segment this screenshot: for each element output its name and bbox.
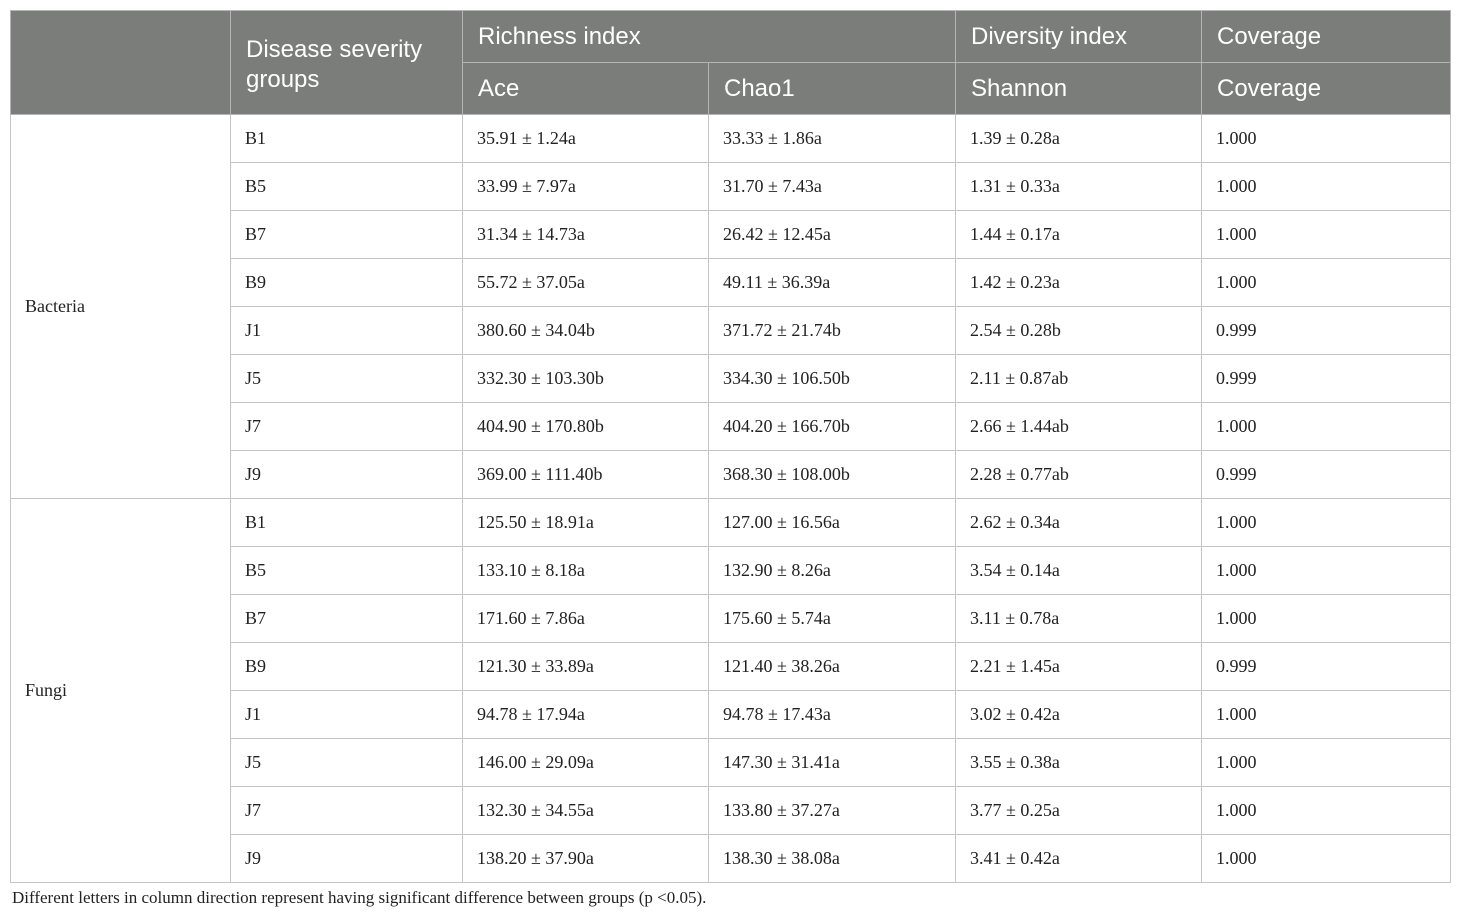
- chao1-cell: 147.30 ± 31.41a: [709, 739, 956, 787]
- coverage-cell: 1.000: [1202, 835, 1451, 883]
- table-row: [11, 499, 1451, 547]
- ace-cell: 35.91 ± 1.24a: [463, 115, 709, 163]
- header-category: [11, 11, 231, 115]
- chao1-cell: 138.30 ± 38.08a: [709, 835, 956, 883]
- coverage-cell: 1.000: [1202, 595, 1451, 643]
- header-coverage-top: Coverage: [1202, 11, 1451, 63]
- shannon-cell: 3.55 ± 0.38a: [956, 739, 1202, 787]
- header-ace: Ace: [463, 63, 709, 115]
- header-chao1: Chao1: [709, 63, 956, 115]
- ace-cell: 55.72 ± 37.05a: [463, 259, 709, 307]
- group-cell: J7: [231, 787, 463, 835]
- shannon-cell: 2.66 ± 1.44ab: [956, 403, 1202, 451]
- coverage-cell: 1.000: [1202, 163, 1451, 211]
- coverage-cell: 1.000: [1202, 691, 1451, 739]
- header-coverage-sub: Coverage: [1202, 63, 1451, 115]
- category-cell-fungi: Fungi: [11, 499, 231, 883]
- chao1-cell: 33.33 ± 1.86a: [709, 115, 956, 163]
- ace-cell: 146.00 ± 29.09a: [463, 739, 709, 787]
- alpha-diversity-table: [10, 10, 1451, 883]
- ace-cell: 369.00 ± 111.40b: [463, 451, 709, 499]
- group-cell: B9: [231, 643, 463, 691]
- ace-cell: 171.60 ± 7.86a: [463, 595, 709, 643]
- chao1-cell: 368.30 ± 108.00b: [709, 451, 956, 499]
- coverage-cell: 0.999: [1202, 643, 1451, 691]
- group-cell: J9: [231, 835, 463, 883]
- ace-cell: 138.20 ± 37.90a: [463, 835, 709, 883]
- shannon-cell: 1.44 ± 0.17a: [956, 211, 1202, 259]
- shannon-cell: 3.77 ± 0.25a: [956, 787, 1202, 835]
- shannon-cell: 1.42 ± 0.23a: [956, 259, 1202, 307]
- coverage-cell: 1.000: [1202, 115, 1451, 163]
- shannon-cell: 3.02 ± 0.42a: [956, 691, 1202, 739]
- chao1-cell: 371.72 ± 21.74b: [709, 307, 956, 355]
- group-cell: J5: [231, 739, 463, 787]
- table-header: [11, 11, 1451, 115]
- header-disease-severity-groups: Disease severity groups: [231, 11, 463, 115]
- group-cell: B1: [231, 115, 463, 163]
- group-cell: B5: [231, 163, 463, 211]
- shannon-cell: 3.41 ± 0.42a: [956, 835, 1202, 883]
- group-cell: J1: [231, 307, 463, 355]
- coverage-cell: 1.000: [1202, 211, 1451, 259]
- coverage-cell: 0.999: [1202, 307, 1451, 355]
- chao1-cell: 334.30 ± 106.50b: [709, 355, 956, 403]
- coverage-cell: 1.000: [1202, 259, 1451, 307]
- group-cell: B9: [231, 259, 463, 307]
- shannon-cell: 2.28 ± 0.77ab: [956, 451, 1202, 499]
- group-cell: B7: [231, 595, 463, 643]
- shannon-cell: 2.54 ± 0.28b: [956, 307, 1202, 355]
- table-row: [11, 115, 1451, 163]
- group-cell: J5: [231, 355, 463, 403]
- ace-cell: 125.50 ± 18.91a: [463, 499, 709, 547]
- group-cell: B5: [231, 547, 463, 595]
- ace-cell: 121.30 ± 33.89a: [463, 643, 709, 691]
- header-shannon: Shannon: [956, 63, 1202, 115]
- chao1-cell: 127.00 ± 16.56a: [709, 499, 956, 547]
- coverage-cell: 1.000: [1202, 499, 1451, 547]
- ace-cell: 332.30 ± 103.30b: [463, 355, 709, 403]
- coverage-cell: 0.999: [1202, 355, 1451, 403]
- shannon-cell: 1.39 ± 0.28a: [956, 115, 1202, 163]
- group-cell: J1: [231, 691, 463, 739]
- group-cell: B7: [231, 211, 463, 259]
- coverage-cell: 1.000: [1202, 739, 1451, 787]
- group-cell: J7: [231, 403, 463, 451]
- chao1-cell: 31.70 ± 7.43a: [709, 163, 956, 211]
- ace-cell: 380.60 ± 34.04b: [463, 307, 709, 355]
- shannon-cell: 2.11 ± 0.87ab: [956, 355, 1202, 403]
- chao1-cell: 94.78 ± 17.43a: [709, 691, 956, 739]
- ace-cell: 132.30 ± 34.55a: [463, 787, 709, 835]
- coverage-cell: 0.999: [1202, 451, 1451, 499]
- chao1-cell: 175.60 ± 5.74a: [709, 595, 956, 643]
- table-body: [11, 115, 1451, 883]
- chao1-cell: 132.90 ± 8.26a: [709, 547, 956, 595]
- coverage-cell: 1.000: [1202, 547, 1451, 595]
- chao1-cell: 49.11 ± 36.39a: [709, 259, 956, 307]
- coverage-cell: 1.000: [1202, 787, 1451, 835]
- ace-cell: 31.34 ± 14.73a: [463, 211, 709, 259]
- shannon-cell: 1.31 ± 0.33a: [956, 163, 1202, 211]
- shannon-cell: 2.21 ± 1.45a: [956, 643, 1202, 691]
- shannon-cell: 3.11 ± 0.78a: [956, 595, 1202, 643]
- group-cell: J9: [231, 451, 463, 499]
- chao1-cell: 121.40 ± 38.26a: [709, 643, 956, 691]
- chao1-cell: 133.80 ± 37.27a: [709, 787, 956, 835]
- data-table-container: [10, 10, 1450, 883]
- shannon-cell: 3.54 ± 0.14a: [956, 547, 1202, 595]
- header-diversity-index: Diversity index: [956, 11, 1202, 63]
- category-cell-bacteria: Bacteria: [11, 115, 231, 499]
- table-footnote: Different letters in column direction represent having significant difference between groups (p <0.05).: [12, 888, 707, 907]
- coverage-cell: 1.000: [1202, 403, 1451, 451]
- ace-cell: 404.90 ± 170.80b: [463, 403, 709, 451]
- ace-cell: 33.99 ± 7.97a: [463, 163, 709, 211]
- ace-cell: 94.78 ± 17.94a: [463, 691, 709, 739]
- header-row-1: [11, 11, 1451, 63]
- ace-cell: 133.10 ± 8.18a: [463, 547, 709, 595]
- header-richness-index: Richness index: [463, 11, 956, 63]
- shannon-cell: 2.62 ± 0.34a: [956, 499, 1202, 547]
- chao1-cell: 26.42 ± 12.45a: [709, 211, 956, 259]
- group-cell: B1: [231, 499, 463, 547]
- chao1-cell: 404.20 ± 166.70b: [709, 403, 956, 451]
